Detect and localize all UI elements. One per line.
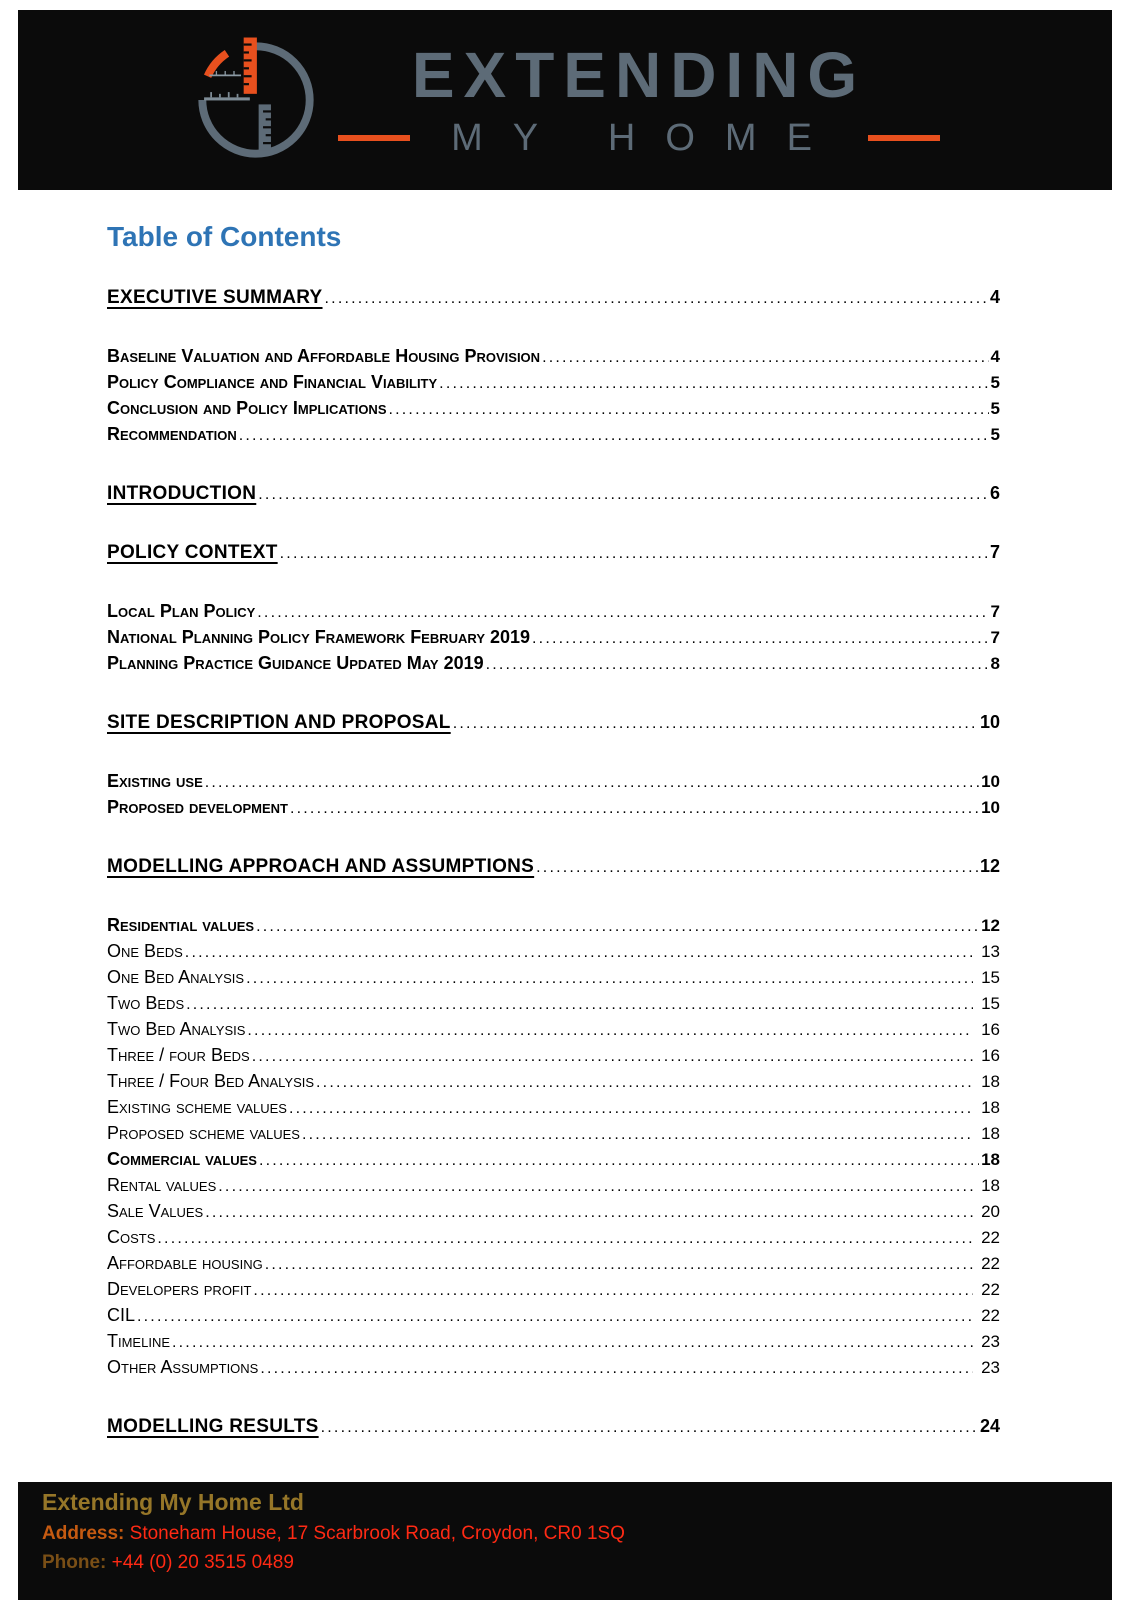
toc-leader-dots [289, 1096, 973, 1121]
toc-leader-dots [256, 914, 979, 939]
toc-entry[interactable] [107, 991, 1000, 1017]
toc-leader-dots [259, 1148, 979, 1173]
toc-entry-page: 22 [981, 1305, 1000, 1325]
footer-phone-value: +44 (0) 20 3515 0489 [111, 1551, 294, 1573]
toc-entry-label: Proposed scheme values [107, 1122, 300, 1143]
toc-entry[interactable] [107, 913, 1000, 939]
toc-entry-page: 16 [981, 1045, 1000, 1065]
footer-banner [18, 1482, 1112, 1600]
toc-entry-page: 7 [989, 541, 1000, 562]
toc-entry-label: POLICY CONTEXT [107, 541, 278, 563]
toc-leader-dots [205, 1200, 973, 1225]
toc-entry-label: Two Beds [107, 992, 185, 1013]
toc-entry-label: One Bed Analysis [107, 966, 245, 987]
toc-entry-page: 5 [990, 424, 1000, 444]
toc-entry-label: One Beds [107, 940, 183, 961]
toc-entry-label: Planning Practice Guidance Updated May 2019 [107, 652, 484, 673]
toc-entry[interactable] [107, 1095, 1000, 1121]
toc-entry-label: Policy Compliance and Financial Viability [107, 371, 438, 392]
toc-leader-dots [302, 1122, 973, 1147]
toc-leader-dots [252, 1044, 973, 1069]
toc-leader-dots [157, 1226, 973, 1251]
toc-entry[interactable] [107, 625, 1000, 651]
toc-entry[interactable] [107, 344, 1000, 370]
toc-leader-dots [325, 286, 988, 311]
toc-entry-page: 6 [989, 482, 1000, 503]
toc-leader-dots [290, 796, 979, 821]
toc-entry-label: Recommendation [107, 423, 237, 444]
toc-leader-dots [532, 626, 989, 651]
toc-entry-label: Proposed development [107, 796, 288, 817]
toc-entry-page: 22 [981, 1253, 1000, 1273]
footer-address-value: Stoneham House, 17 Scarbrook Road, Croydon, CR0 1SQ [129, 1523, 625, 1544]
toc-entry[interactable] [107, 1225, 1000, 1251]
footer-phone-line [42, 1552, 1112, 1575]
toc-entry-label: Rental values [107, 1174, 217, 1195]
toc-entry[interactable] [107, 769, 1000, 795]
toc-leader-dots [257, 600, 988, 625]
toc-entry-label: Existing scheme values [107, 1096, 287, 1117]
toc-leader-dots [172, 1330, 973, 1355]
toc-entry-label: Costs [107, 1226, 156, 1247]
toc-entry-page: 4 [989, 286, 1000, 307]
toc-entry[interactable] [107, 1147, 1000, 1173]
toc-entry-page: 22 [981, 1227, 1000, 1247]
toc-entry[interactable] [107, 1199, 1000, 1225]
toc-leader-dots [260, 1356, 973, 1381]
toc-leader-dots [137, 1304, 973, 1329]
toc-entry-label: Timeline [107, 1330, 171, 1351]
toc-entry-page: 10 [981, 771, 1000, 791]
toc-leader-dots [439, 371, 988, 396]
logo-compass-icon [190, 34, 322, 166]
toc-entry-label: SITE DESCRIPTION AND PROPOSAL [107, 711, 451, 733]
toc-entry-page: 24 [979, 1415, 1000, 1436]
toc-entry[interactable] [107, 370, 1000, 396]
toc-leader-dots [239, 423, 989, 448]
toc-entry-page: 13 [981, 941, 1000, 961]
toc-leader-dots [258, 482, 988, 507]
toc-entry-label: Other Assumptions [107, 1356, 259, 1377]
toc-entry-page: 4 [990, 346, 1000, 366]
toc-entry-label: Existing use [107, 770, 203, 791]
toc-entry-page: 10 [981, 797, 1000, 817]
toc-entry-page: 12 [981, 915, 1000, 935]
toc-entry-label: MODELLING APPROACH AND ASSUMPTIONS [107, 855, 535, 877]
toc-leader-dots [246, 966, 973, 991]
toc-entry[interactable] [107, 1329, 1000, 1355]
toc-leader-dots [536, 855, 978, 880]
toc-leader-dots [253, 1278, 973, 1303]
toc-entry-page: 15 [981, 993, 1000, 1013]
toc-leader-dots [453, 711, 978, 736]
toc-entry-label: Affordable housing [107, 1252, 263, 1273]
toc-entry-label: MODELLING RESULTS [107, 1415, 319, 1437]
toc-entry[interactable] [107, 651, 1000, 677]
toc-entry[interactable] [107, 1277, 1000, 1303]
toc-leader-dots [486, 652, 989, 677]
toc-entry-page: 5 [990, 372, 1000, 392]
toc-entry-page: 22 [981, 1279, 1000, 1299]
toc-entry[interactable] [107, 481, 1000, 507]
toc-entry[interactable] [107, 540, 1000, 566]
toc-leader-dots [280, 541, 988, 566]
toc-entry-page: 8 [990, 653, 1000, 673]
toc-list [107, 285, 1000, 1440]
toc-entry[interactable] [107, 1251, 1000, 1277]
toc-entry[interactable] [107, 1414, 1000, 1440]
toc-entry-page: 20 [981, 1201, 1000, 1221]
toc-leader-dots [265, 1252, 973, 1277]
toc-entry[interactable] [107, 1043, 1000, 1069]
toc-title: Table of Contents [107, 221, 342, 252]
logo-wordmark-my-home: MY HOME [451, 117, 842, 159]
toc-entry-label: EXECUTIVE SUMMARY [107, 286, 323, 308]
toc-leader-dots [185, 940, 973, 965]
toc-entry-label: Two Bed Analysis [107, 1018, 246, 1039]
footer-company-name: Extending My Home Ltd [42, 1489, 304, 1515]
toc-entry[interactable] [107, 285, 1000, 311]
toc-entry-page: 5 [990, 398, 1000, 418]
toc-entry[interactable] [107, 854, 1000, 880]
toc-leader-dots [218, 1174, 973, 1199]
toc-entry[interactable] [107, 1303, 1000, 1329]
footer-address-line [42, 1523, 1112, 1546]
toc-entry[interactable] [107, 1121, 1000, 1147]
toc-entry-page: 15 [981, 967, 1000, 987]
toc-entry-label: CIL [107, 1304, 136, 1325]
toc-entry[interactable] [107, 1069, 1000, 1095]
toc-entry-page: 7 [990, 601, 1000, 621]
toc-entry-page: 12 [979, 855, 1000, 876]
toc-entry[interactable] [107, 965, 1000, 991]
toc-leader-dots [316, 1070, 973, 1095]
toc-entry-label: INTRODUCTION [107, 482, 257, 504]
toc-entry-page: 18 [981, 1097, 1000, 1117]
toc-entry-label: Commercial values [107, 1148, 257, 1169]
toc-entry-label: Residential values [107, 914, 255, 935]
toc-entry-page: 16 [981, 1019, 1000, 1039]
footer-address-label: Address: [42, 1523, 125, 1544]
toc-entry[interactable] [107, 795, 1000, 821]
logo-wordmark [338, 39, 940, 159]
logo-dash-left [338, 135, 410, 141]
toc-entry[interactable] [107, 710, 1000, 736]
logo-subline [338, 119, 940, 157]
toc-entry-label: Sale Values [107, 1200, 204, 1221]
toc-entry[interactable] [107, 599, 1000, 625]
table-of-contents [107, 222, 1000, 1473]
header-banner [18, 10, 1112, 190]
toc-entry[interactable] [107, 396, 1000, 422]
toc-entry[interactable] [107, 939, 1000, 965]
toc-leader-dots [321, 1415, 978, 1440]
toc-entry[interactable] [107, 1173, 1000, 1199]
toc-entry-page: 18 [981, 1175, 1000, 1195]
toc-entry-label: Three / four Beds [107, 1044, 250, 1065]
toc-entry-label: Local Plan Policy [107, 600, 256, 621]
toc-entry-page: 18 [981, 1149, 1000, 1169]
toc-leader-dots [205, 770, 979, 795]
toc-leader-dots [389, 397, 989, 422]
toc-entry[interactable] [107, 422, 1000, 448]
toc-entry[interactable] [107, 1017, 1000, 1043]
toc-entry-page: 18 [981, 1123, 1000, 1143]
logo-dash-right [868, 135, 940, 141]
toc-leader-dots [542, 345, 988, 370]
toc-entry-label: Baseline Valuation and Affordable Housing Provision [107, 345, 541, 366]
toc-entry-page: 18 [981, 1071, 1000, 1091]
toc-entry-label: Developers profit [107, 1278, 252, 1299]
company-logo [190, 34, 940, 166]
toc-entry[interactable] [107, 1355, 1000, 1381]
toc-entry-label: Three / Four Bed Analysis [107, 1070, 315, 1091]
logo-wordmark-extending: EXTENDING [411, 39, 867, 111]
toc-entry-label: Conclusion and Policy Implications [107, 397, 387, 418]
toc-leader-dots [247, 1018, 973, 1043]
toc-entry-page: 23 [981, 1331, 1000, 1351]
toc-entry-page: 7 [990, 627, 1000, 647]
toc-entry-label: National Planning Policy Framework February 2019 [107, 626, 531, 647]
toc-entry-page: 23 [981, 1357, 1000, 1377]
footer-phone-label: Phone: [42, 1551, 107, 1573]
toc-entry-page: 10 [979, 711, 1000, 732]
toc-leader-dots [186, 992, 973, 1017]
